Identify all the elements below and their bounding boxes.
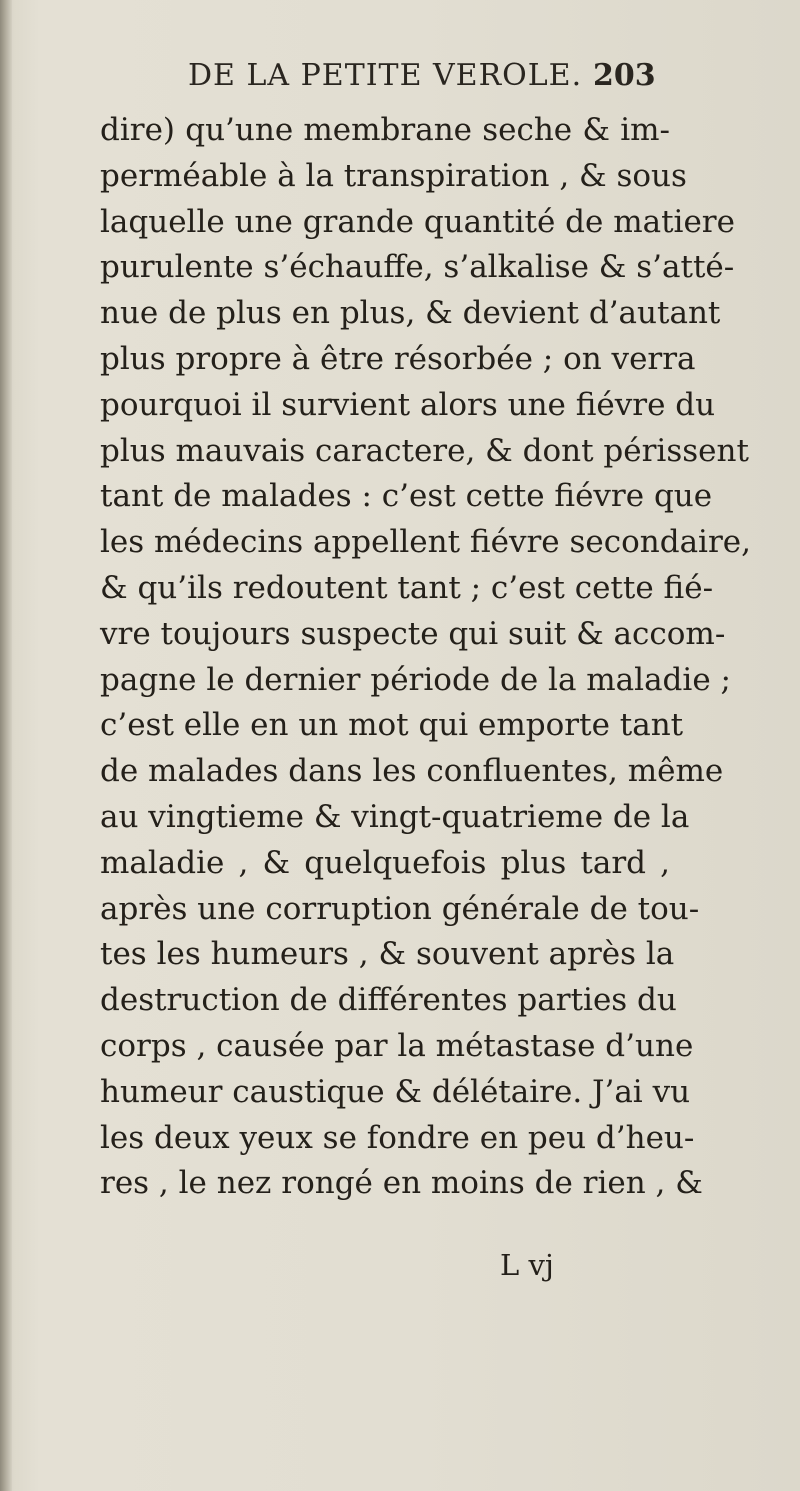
text-line: res , le nez rongé en moins de rien , & bbox=[100, 1165, 703, 1202]
signature-mark: L vj bbox=[500, 1248, 554, 1282]
text-line: corps , causée par la métastase d’une bbox=[100, 1027, 694, 1064]
running-head bbox=[188, 58, 688, 106]
text-line: pourquoi il survient alors une fiévre du bbox=[100, 386, 716, 423]
text-line: & qu’ils redoutent tant ; c’est cette fié- bbox=[100, 569, 714, 606]
text-line: dire) qu’une membrane seche & im- bbox=[100, 112, 670, 148]
text-line: tes les humeurs , & souvent après la bbox=[100, 936, 675, 973]
text-line: vre toujours suspecte qui suit & accom- bbox=[100, 615, 726, 652]
text-line: après une corruption générale de tou- bbox=[100, 890, 700, 927]
body-text bbox=[100, 108, 751, 1207]
text-line: laquelle une grande quantité de matiere bbox=[100, 203, 735, 240]
text-line: les deux yeux se fondre en peu d’heu- bbox=[100, 1119, 695, 1156]
text-line: purulente s’échauffe, s’alkalise & s’atté- bbox=[100, 249, 735, 286]
text-line: tant de malades : c’est cette fiévre que bbox=[100, 478, 713, 515]
text-line: humeur caustique & délétaire. J’ai vu bbox=[100, 1073, 691, 1110]
text-line: c’est elle en un mot qui emporte tant bbox=[100, 707, 684, 744]
page-number: 203 bbox=[593, 58, 656, 93]
text-line: maladie , & quelquefois plus tard , bbox=[100, 844, 670, 881]
text-line: pagne le dernier période de la maladie ; bbox=[100, 661, 731, 698]
text-line: de malades dans les confluentes, même bbox=[100, 753, 724, 790]
binding-edge bbox=[0, 0, 12, 1491]
text-line: les médecins appellent fiévre secondaire, bbox=[100, 524, 751, 561]
text-line: perméable à la transpiration , & sous bbox=[100, 157, 687, 194]
text-line: plus propre à être résorbée ; on verra bbox=[100, 340, 696, 377]
text-line: nue de plus en plus, & devient d’autant bbox=[100, 295, 721, 332]
text-line: au vingtieme & vingt-quatrieme de la bbox=[100, 798, 690, 835]
text-line: destruction de différentes parties du bbox=[100, 982, 677, 1019]
running-head-title: DE LA PETITE VEROLE. bbox=[188, 58, 583, 93]
text-line: plus mauvais caractere, & dont périssent bbox=[100, 432, 749, 469]
